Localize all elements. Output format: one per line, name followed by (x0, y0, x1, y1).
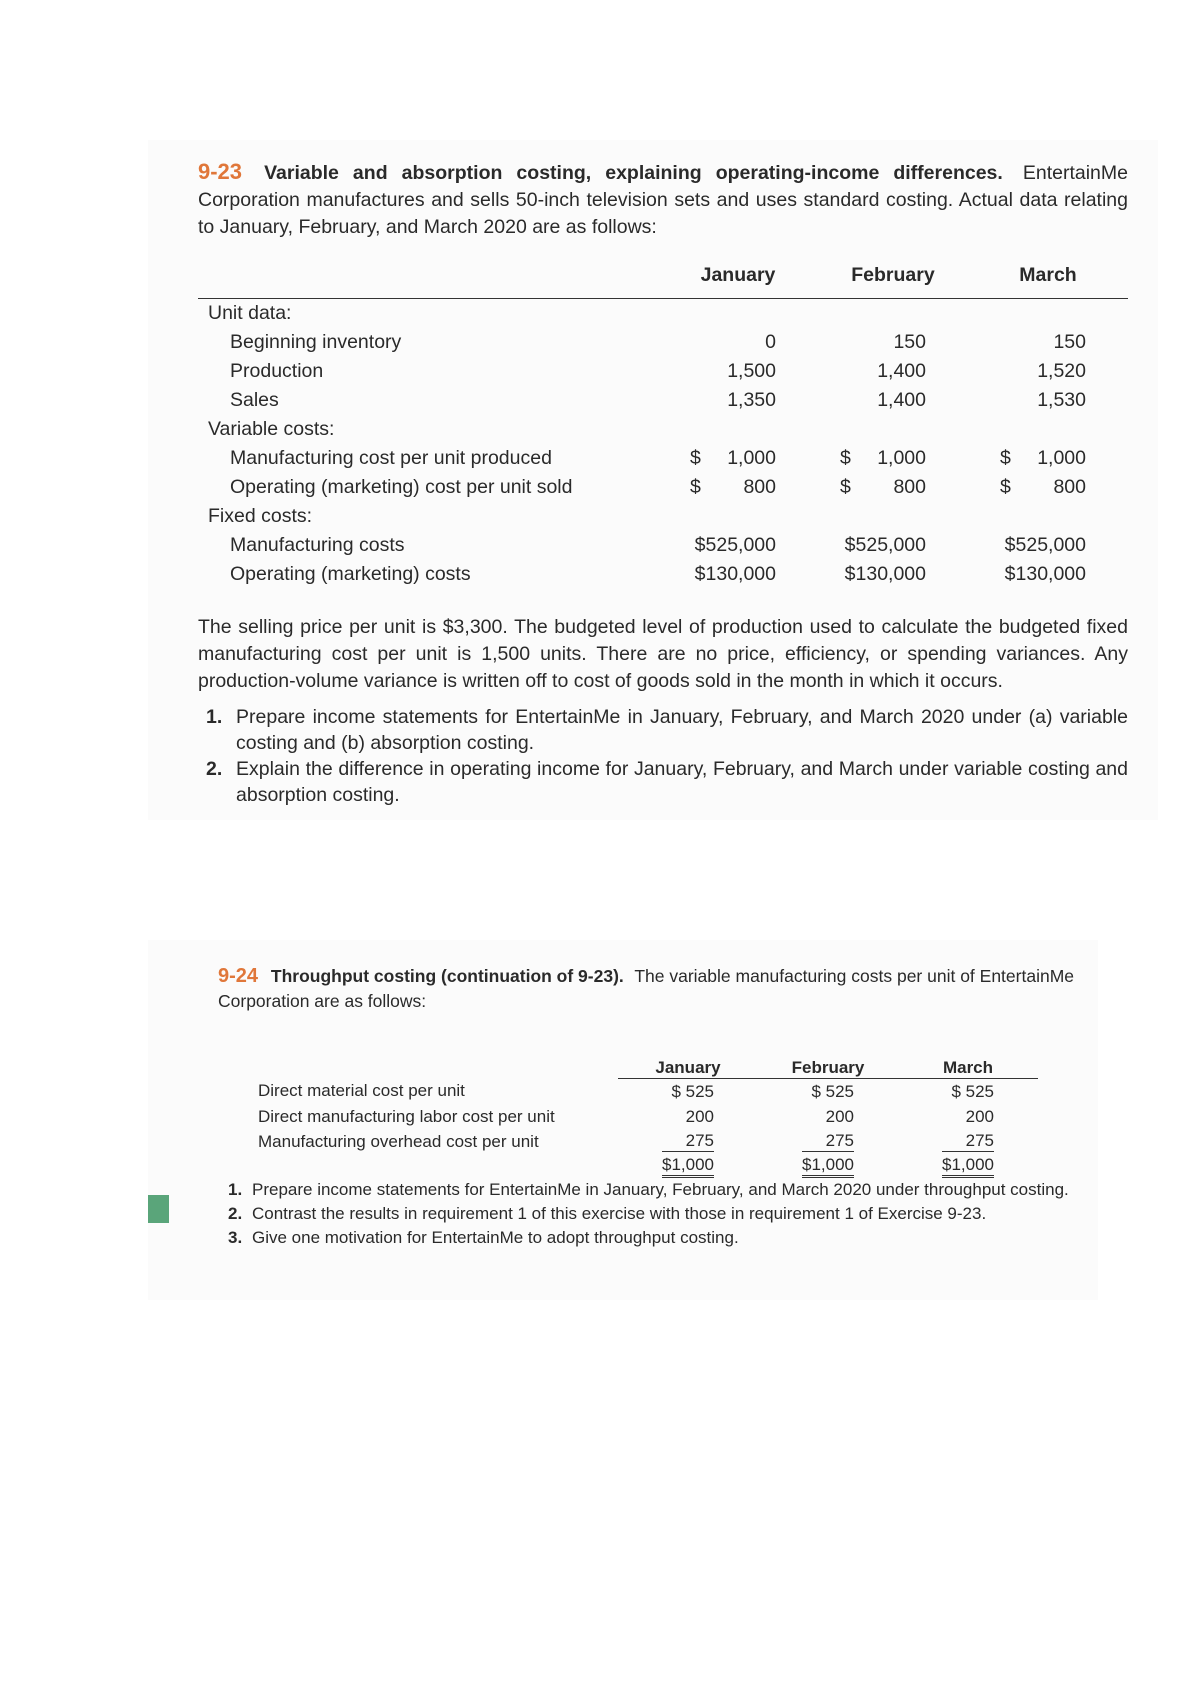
cell: $130,000 (1004, 563, 1086, 585)
col-february: February (758, 1050, 898, 1079)
cell: 275 (802, 1131, 854, 1152)
section-variable-costs: Variable costs: (208, 418, 335, 440)
cell: 0 (765, 331, 776, 353)
row-label: Manufacturing overhead cost per unit (258, 1131, 539, 1151)
margin-marker (148, 1195, 169, 1223)
cell: $ 800 (1000, 476, 1086, 498)
table-row (258, 1079, 1038, 1105)
exercise-9-23 (148, 140, 1158, 820)
cell: $130,000 (694, 563, 776, 585)
list-item: 1. Prepare income statements for EntertainMe in January, February, and March 2020 under (a) variable costing and (b) absorption costing. (206, 706, 1128, 754)
cell: 150 (1053, 331, 1086, 353)
cell: $525,000 (694, 534, 776, 556)
col-march: March (898, 1050, 1038, 1079)
requirements-list (206, 704, 1128, 808)
cell: $ 1,000 (690, 447, 776, 469)
cell: $ 525 (951, 1081, 994, 1101)
cell: 150 (893, 331, 926, 353)
exercise-title: Variable and absorption costing, explaining operating-income differences. (264, 162, 1003, 184)
cell: 1,350 (727, 389, 776, 411)
total-cell: $1,000 (802, 1155, 854, 1178)
cell: 275 (942, 1131, 994, 1152)
list-item: 3. Give one motivation for EntertainMe to adopt throughput costing. (228, 1228, 739, 1247)
total-cell: $1,000 (942, 1155, 994, 1178)
exercise-title: Throughput costing (continuation of 9-23). (270, 966, 624, 986)
data-table (258, 1050, 1038, 1179)
row-label: Manufacturing cost per unit produced (230, 447, 552, 469)
cell: $525,000 (1004, 534, 1086, 556)
list-item: 1. Prepare income statements for EntertainMe in January, February, and March 2020 under throughput costing. (228, 1180, 1069, 1199)
col-january: January (658, 264, 818, 299)
col-march: March (968, 264, 1128, 299)
table-header (198, 264, 1128, 299)
exercise-number: 9-24 (218, 965, 259, 987)
exercise-number: 9-23 (198, 159, 243, 184)
col-february: February (818, 264, 968, 299)
list-item: 2. Contrast the results in requirement 1 of this exercise with those in requirement 1 of Exercise 9-23. (228, 1204, 987, 1223)
section-unit-data: Unit data: (208, 302, 292, 324)
table-row (198, 386, 1128, 415)
table-header (258, 1050, 1038, 1079)
cell: $ 525 (811, 1081, 854, 1101)
cell: 1,500 (727, 360, 776, 382)
exercise-intro-text: The variable manufacturing costs per unit of EntertainMe Corporation are as follows: (218, 966, 1074, 1011)
cell: $ 525 (671, 1081, 714, 1101)
table-row (198, 473, 1128, 502)
cell: $ 1,000 (1000, 447, 1086, 469)
cell: 200 (965, 1106, 994, 1126)
cell: $130,000 (844, 563, 926, 585)
exercise-intro (218, 964, 1078, 1014)
exercise-intro (198, 158, 1128, 241)
requirements-list (228, 1178, 1088, 1250)
row-label: Sales (230, 389, 279, 411)
row-label: Operating (marketing) cost per unit sold (230, 476, 573, 498)
table-row (198, 328, 1128, 357)
cell: $ 800 (840, 476, 926, 498)
cell: 275 (662, 1131, 714, 1152)
row-label: Beginning inventory (230, 331, 402, 353)
cell: 1,530 (1037, 389, 1086, 411)
exercise-9-24 (148, 940, 1098, 1300)
cell: 1,400 (877, 360, 926, 382)
cell: 1,400 (877, 389, 926, 411)
cell: $ 800 (690, 476, 776, 498)
row-label: Direct manufacturing labor cost per unit (258, 1106, 555, 1126)
cell: 200 (825, 1106, 854, 1126)
row-label: Production (230, 360, 324, 382)
cell: $ 1,000 (840, 447, 926, 469)
row-label: Direct material cost per unit (258, 1081, 465, 1101)
cell: $525,000 (844, 534, 926, 556)
table-row-total (258, 1154, 1038, 1179)
col-january: January (618, 1050, 758, 1079)
row-label: Manufacturing costs (230, 534, 405, 556)
table-row (198, 444, 1128, 473)
cell: 200 (685, 1106, 714, 1126)
table-row (258, 1104, 1038, 1129)
table-row (198, 531, 1128, 560)
total-cell: $1,000 (662, 1155, 714, 1178)
exercise-paragraph: The selling price per unit is $3,300. The budgeted level of production used to calculate the budgeted fixed manufacturing cost per unit is 1,500 units. There are no price, efficiency, or spending variances. Any production-volume variance is written off to cost of goods sold in the month in which it occurs. (198, 616, 1128, 692)
table-row (258, 1129, 1038, 1154)
exercise-intro-text: EntertainMe Corporation manufactures and sells 50-inch television sets and uses standard costing. Actual data relating to January, February, and March 2020 are as follows: (198, 162, 1128, 238)
section-fixed-costs: Fixed costs: (208, 505, 313, 527)
list-item: 2. Explain the difference in operating income for January, February, and March under variable costing and absorption costing. (206, 758, 1128, 806)
data-table (198, 264, 1128, 589)
table-row (198, 357, 1128, 386)
table-row (198, 560, 1128, 589)
cell: 1,520 (1037, 360, 1086, 382)
row-label: Operating (marketing) costs (230, 563, 471, 585)
